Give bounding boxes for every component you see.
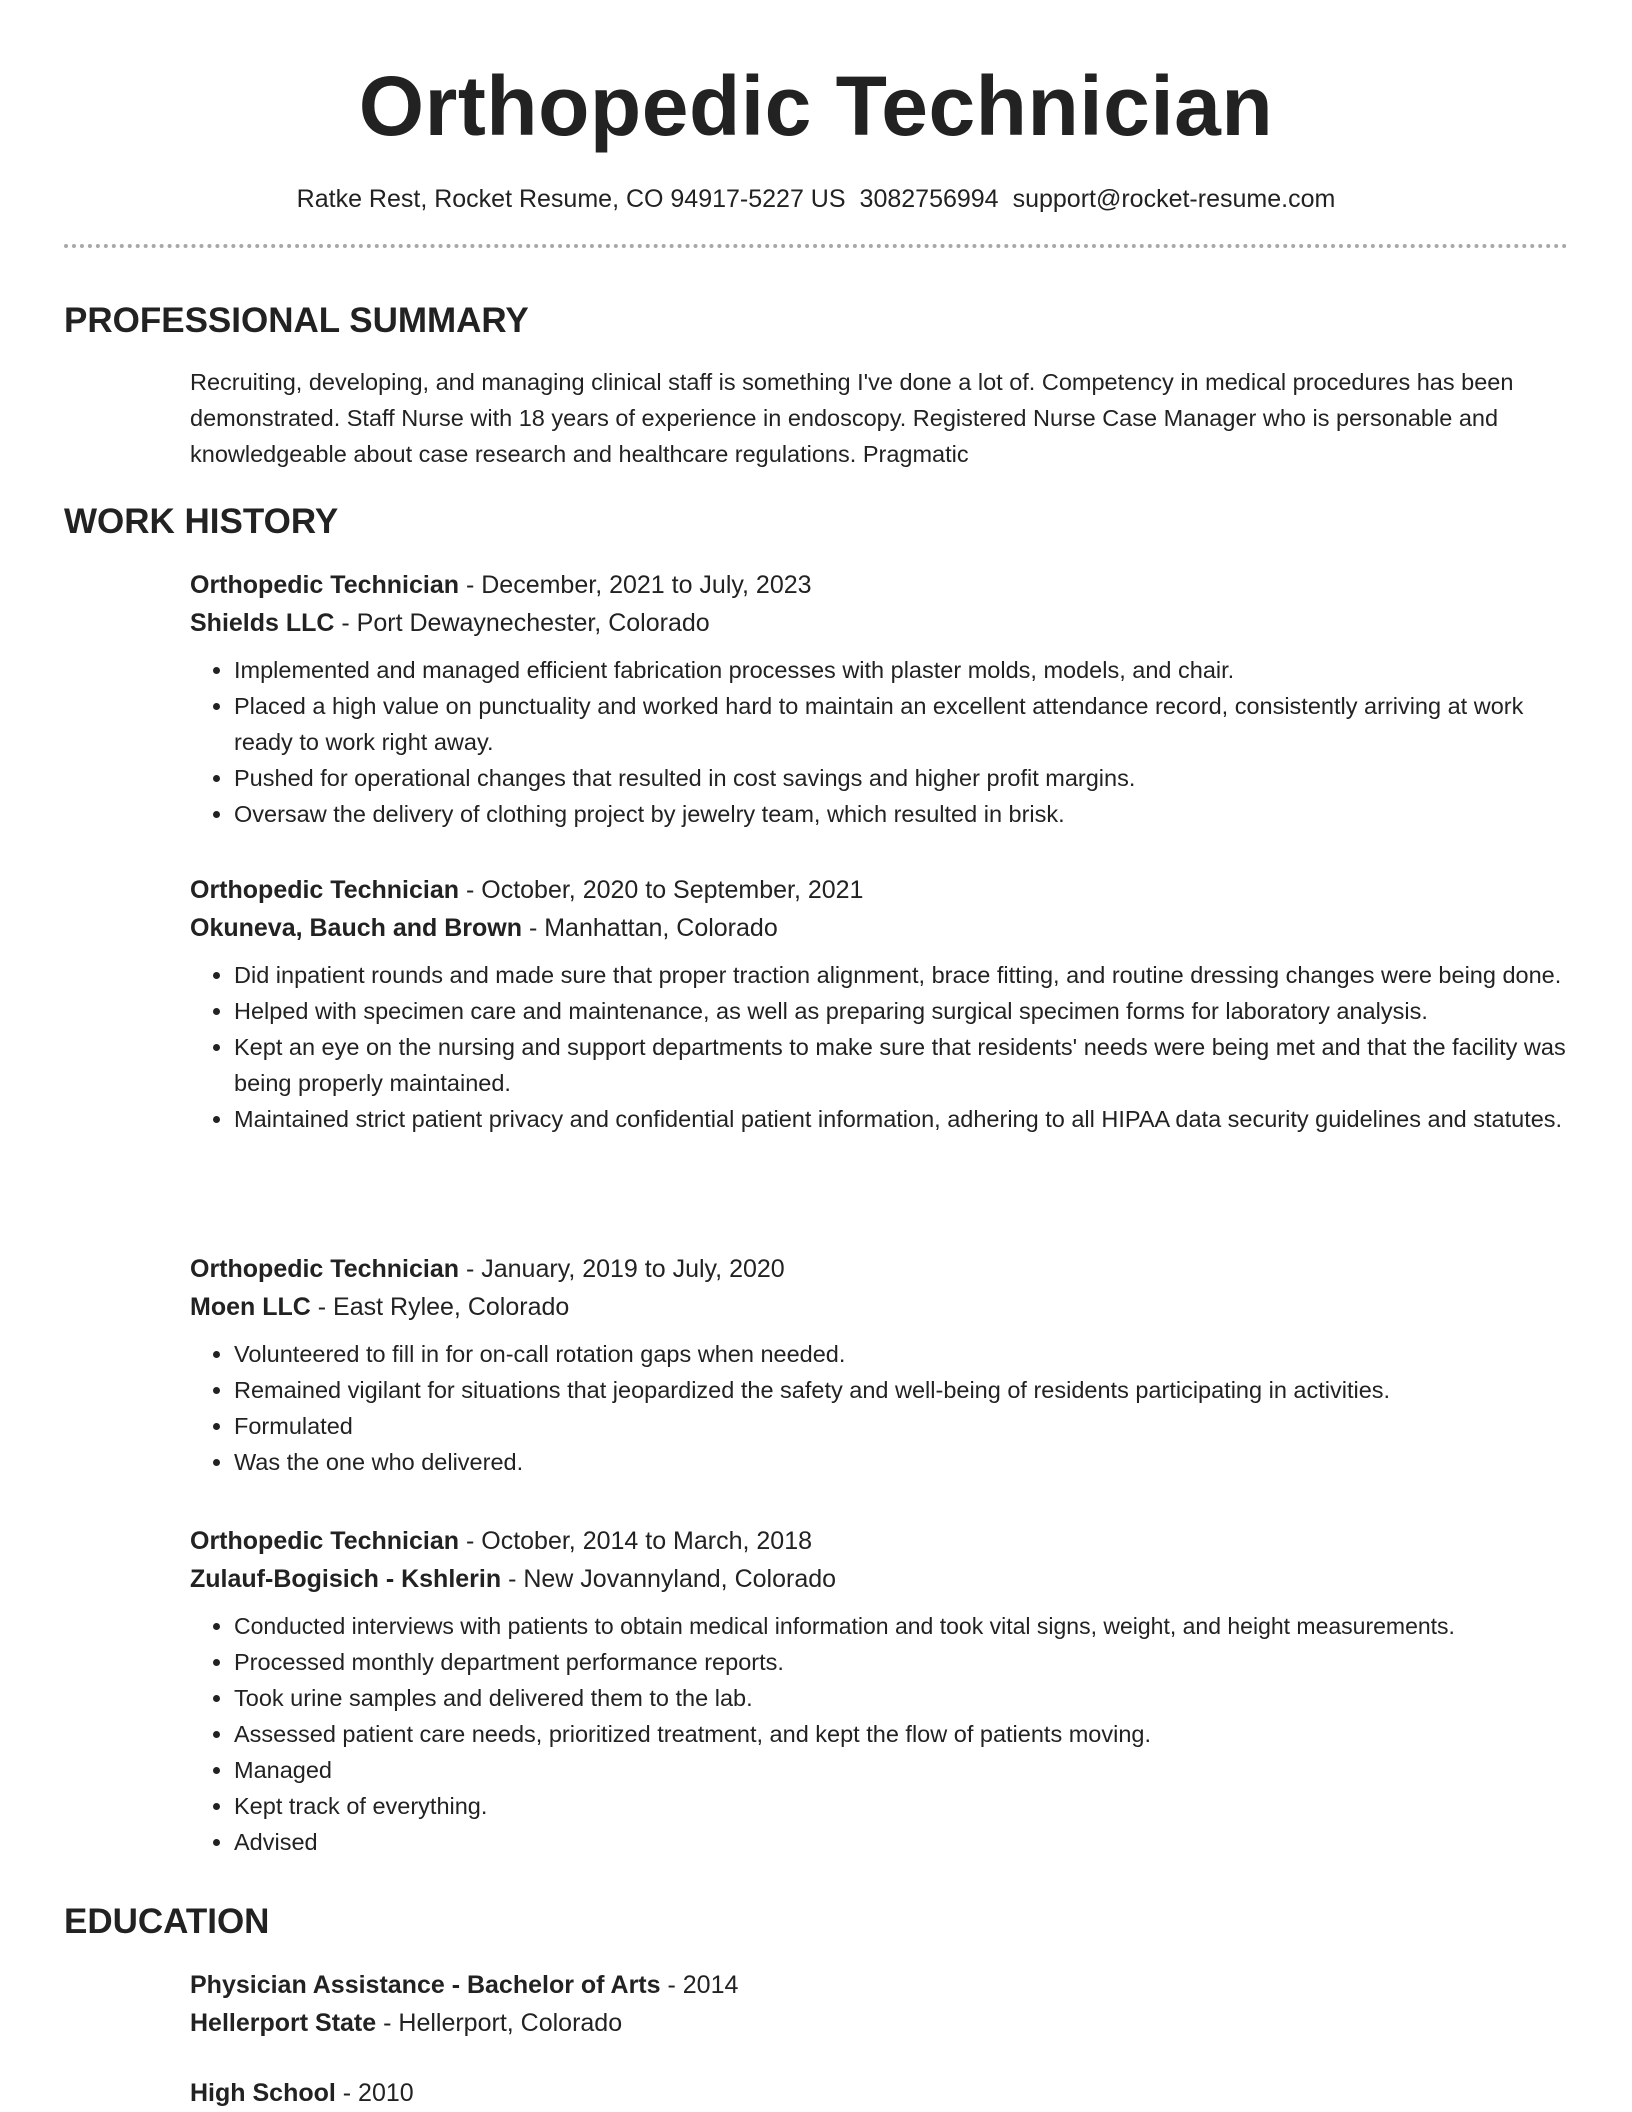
education-year: - 2010	[335, 2079, 414, 2107]
job-title-line	[190, 1250, 1568, 1288]
job-location: - Port Dewaynechester, Colorado	[334, 609, 710, 637]
job-bullet: • Pushed for operational changes that resulted in cost savings and higher profit margins.	[234, 760, 1568, 796]
education-entry	[64, 1966, 1568, 2042]
job-bullet: • Kept track of everything.	[234, 1788, 1568, 1824]
education-heading: EDUCATION	[64, 1902, 270, 1941]
job-company: Shields LLC	[190, 609, 335, 637]
job-dates: - December, 2021 to July, 2023	[459, 571, 812, 599]
job-bullet: • Took urine samples and delivered them to the lab.	[234, 1680, 1568, 1716]
job-title-line	[190, 871, 1568, 909]
job-bullets	[190, 1336, 1568, 1480]
job-company: Zulauf-Bogisich - Kshlerin	[190, 1565, 502, 1593]
job-bullet: • Implemented and managed efficient fabrication processes with plaster molds, models, and chair.	[234, 652, 1568, 688]
education-degree: High School	[190, 2079, 336, 2107]
job-bullet: • Oversaw the delivery of clothing project by jewelry team, which resulted in brisk.	[234, 796, 1568, 832]
education-school: Hellerport State	[190, 2009, 377, 2037]
contact-phone: 3082756994	[859, 185, 999, 213]
job-bullet: • Assessed patient care needs, prioritized treatment, and kept the flow of patients moving.	[234, 1716, 1568, 1752]
job-bullet: • Conducted interviews with patients to obtain medical information and took vital signs, weight, and height measurements.	[234, 1608, 1568, 1644]
summary-text: Recruiting, developing, and managing clinical staff is something I've done a lot of. Competency in medical procedures has been demonstrated. Staff Nurse with 18 years of experience in endoscopy. Registered Nurse Case Manager who is personable and knowledgeable about case research and healthcare regulations. Pragmatic	[190, 369, 1514, 467]
education-entry	[64, 2074, 1568, 2112]
education-degree-line	[190, 2074, 1568, 2112]
job-bullets	[190, 1608, 1568, 1860]
job-company: Moen LLC	[190, 1293, 311, 1321]
job-entry	[64, 1250, 1568, 1480]
education-degree: Physician Assistance - Bachelor of Arts	[190, 1971, 661, 1999]
education-location: - Hellerport, Colorado	[376, 2009, 623, 2037]
job-dates: - October, 2020 to September, 2021	[459, 876, 864, 904]
job-bullet: • Was the one who delivered.	[234, 1444, 1568, 1480]
job-company-line	[190, 1288, 1568, 1326]
job-title-line	[190, 566, 1568, 604]
job-title-line	[190, 1522, 1568, 1560]
job-title: Orthopedic Technician	[190, 571, 460, 599]
job-title: Orthopedic Technician	[190, 1527, 460, 1555]
work-history-heading: WORK HISTORY	[64, 502, 339, 541]
job-location: - New Jovannyland, Colorado	[501, 1565, 837, 1593]
job-bullet: • Placed a high value on punctuality and worked hard to maintain an excellent attendance record, consistently arriving at work ready to work right away.	[234, 688, 1568, 760]
job-bullet: • Advised	[234, 1824, 1568, 1860]
job-bullet: • Managed	[234, 1752, 1568, 1788]
job-bullet: • Formulated	[234, 1408, 1568, 1444]
job-bullet: • Did inpatient rounds and made sure that proper traction alignment, brace fitting, and routine dressing changes were being done.	[234, 957, 1568, 993]
job-bullet: • Volunteered to fill in for on-call rotation gaps when needed.	[234, 1336, 1568, 1372]
job-dates: - October, 2014 to March, 2018	[459, 1527, 813, 1555]
job-entry	[64, 871, 1568, 1137]
resume-page	[64, 0, 1568, 2107]
job-entry	[64, 566, 1568, 832]
job-location: - Manhattan, Colorado	[522, 914, 778, 942]
education-degree-line	[190, 1966, 1568, 2004]
job-title: Orthopedic Technician	[190, 1255, 460, 1283]
education-year: - 2014	[660, 1971, 739, 1999]
job-company-line	[190, 909, 1568, 947]
job-bullet: • Kept an eye on the nursing and support departments to make sure that residents' needs were being met and that the facility was being properly maintained.	[234, 1029, 1568, 1101]
job-company-line	[190, 604, 1568, 642]
summary-heading: PROFESSIONAL SUMMARY	[64, 301, 529, 340]
education-section	[64, 1901, 1568, 1943]
job-bullet: • Remained vigilant for situations that jeopardized the safety and well-being of residents participating in activities.	[234, 1372, 1568, 1408]
job-bullet: • Helped with specimen care and maintenance, as well as preparing surgical specimen forms for laboratory analysis.	[234, 993, 1568, 1029]
header-divider	[64, 244, 1568, 248]
job-location: - East Rylee, Colorado	[310, 1293, 570, 1321]
job-company: Okuneva, Bauch and Brown	[190, 914, 523, 942]
contact-address: Ratke Rest, Rocket Resume, CO 94917-5227 US	[296, 185, 846, 213]
education-school-line	[190, 2004, 1568, 2042]
job-bullet: • Processed monthly department performance reports.	[234, 1644, 1568, 1680]
job-bullets	[190, 957, 1568, 1137]
job-bullet: • Maintained strict patient privacy and confidential patient information, adhering to all HIPAA data security guidelines and statutes.	[234, 1101, 1568, 1137]
contact-line	[64, 184, 1568, 214]
job-title: Orthopedic Technician	[190, 876, 460, 904]
job-dates: - January, 2019 to July, 2020	[459, 1255, 785, 1283]
resume-title: Orthopedic Technician	[358, 59, 1274, 153]
contact-email: support@rocket-resume.com	[1012, 185, 1336, 213]
summary-section	[64, 300, 1568, 472]
job-bullets	[190, 652, 1568, 832]
job-entry	[64, 1522, 1568, 1860]
work-history-section	[64, 501, 1568, 543]
job-company-line	[190, 1560, 1568, 1598]
